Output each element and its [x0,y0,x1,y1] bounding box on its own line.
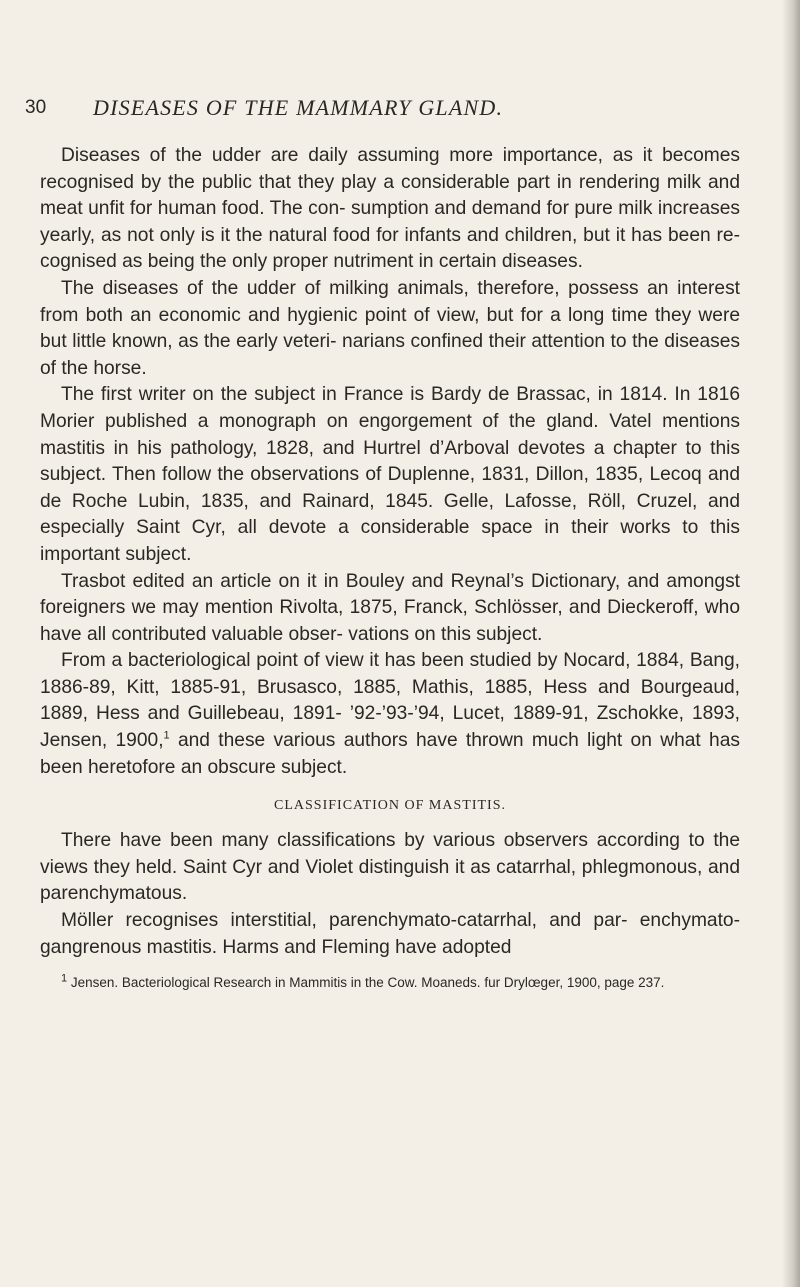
paragraph: Möller recognises interstitial, parenchymato-catarrhal, and par- enchymato-gangrenous mastitis. Harms and Fleming have adopted [40,910,740,958]
running-title: DISEASES OF THE MAMMARY GLAND. [93,95,504,120]
paragraph: There have been many classifications by various observers according to the views they held. Saint Cyr and Violet distinguish it as catarrhal, phlegmonous, and parenchymatous. [40,830,740,905]
paragraph-text: and these various authors have thrown much light on what has been heretofore an obscure subject. [40,730,740,778]
paragraph-text: From a bacteriological point of view it has been studied by Nocard, 1884, Bang, 1886-89, Kitt, 1885-91, Brusasco, 1885, Mathis, 1885, Hess and Bourgeaud, 1889, Hess and Guillebeau, 1891- ’92-’93-’94, Lucet, 1889-91, Zschokke, 1893, Jensen, 1900, [40,650,740,752]
paragraph: The first writer on the subject in France is Bardy de Brassac, in 1814. In 1816 Morier published a monograph on engorgement of the gland. Vatel mentions mastitis in his pathology, 1828, and Hurtrel d’Arboval devotes a chapter to this subject. Then follow the observations of Duplenne, 1831, Dillon, 1835, Lecoq and de Roche Lubin, 1835, and Rainard, 1845. Gelle, Lafosse, Röll, Cruzel, and especially Saint Cyr, all devote a considerable space in their works to this important subject. [40,384,740,565]
paragraph: Trasbot edited an article on it in Bouley and Reynal’s Dictionary, and amongst foreigners we may mention Rivolta, 1875, Franck, Schlösser, and Dieckeroff, who have all contributed valuable obser- vations on this subject. [40,570,740,645]
footnote-reference: 1 [163,729,170,742]
body-text [40,143,740,993]
page-header [25,97,725,127]
paragraph-bacteriological [40,648,740,781]
section-heading: CLASSIFICATION OF MASTITIS. [274,798,506,814]
paragraph: Diseases of the udder are daily assuming more importance, as it becomes recognised by the public that they play a considerable part in rendering milk and meat unfit for human food. The con- sumption and demand for pure milk increases yearly, as not only is it the natural food for infants and children, but it has been re- cognised as being the only proper nutriment in certain diseases. [40,145,740,273]
page-edge-shadow [782,0,800,1287]
footnote [40,973,740,993]
footnote-marker: 1 [61,972,68,985]
footnote-text: Jensen. Bacteriological Research in Mammitis in the Cow. Moaneds. fur Drylœger, 1900, page 237. [67,975,665,991]
page-number: 30 [25,97,47,118]
paragraph: The diseases of the udder of milking animals, therefore, possess an interest from both an economic and hygienic point of view, but for a long time they were but little known, as the early veteri- narians confined their attention to the diseases of the horse. [40,277,740,379]
